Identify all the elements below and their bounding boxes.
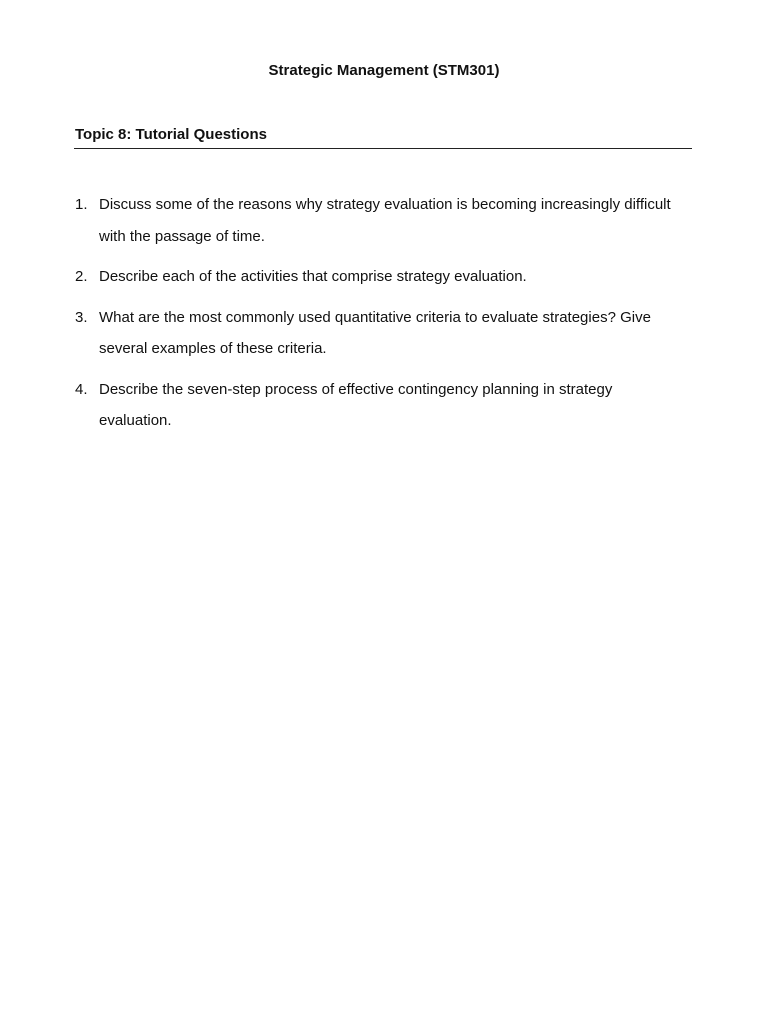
document-title: Strategic Management (STM301) bbox=[268, 62, 500, 79]
question-item-4 bbox=[75, 374, 685, 437]
question-text: Describe the seven-step process of effective contingency planning in strategy evaluation. bbox=[99, 380, 613, 429]
question-number: 4. bbox=[75, 380, 88, 398]
question-number: 3. bbox=[75, 308, 88, 326]
question-list bbox=[75, 189, 685, 446]
question-number: 1. bbox=[75, 196, 88, 213]
question-item-1 bbox=[75, 189, 685, 252]
question-number: 2. bbox=[75, 268, 88, 285]
topic-heading: Topic 8: Tutorial Questions bbox=[75, 126, 267, 143]
question-text: Discuss some of the reasons why strategy evaluation is becoming increasingly difficult with the passage of time. bbox=[99, 196, 671, 245]
heading-underline bbox=[74, 148, 692, 149]
question-item-2 bbox=[75, 261, 685, 293]
question-item-3 bbox=[75, 302, 685, 365]
question-text: Describe each of the activities that comprise strategy evaluation. bbox=[99, 268, 527, 285]
question-text: What are the most commonly used quantitative criteria to evaluate strategies? Give several examples of these criteria. bbox=[99, 308, 651, 357]
